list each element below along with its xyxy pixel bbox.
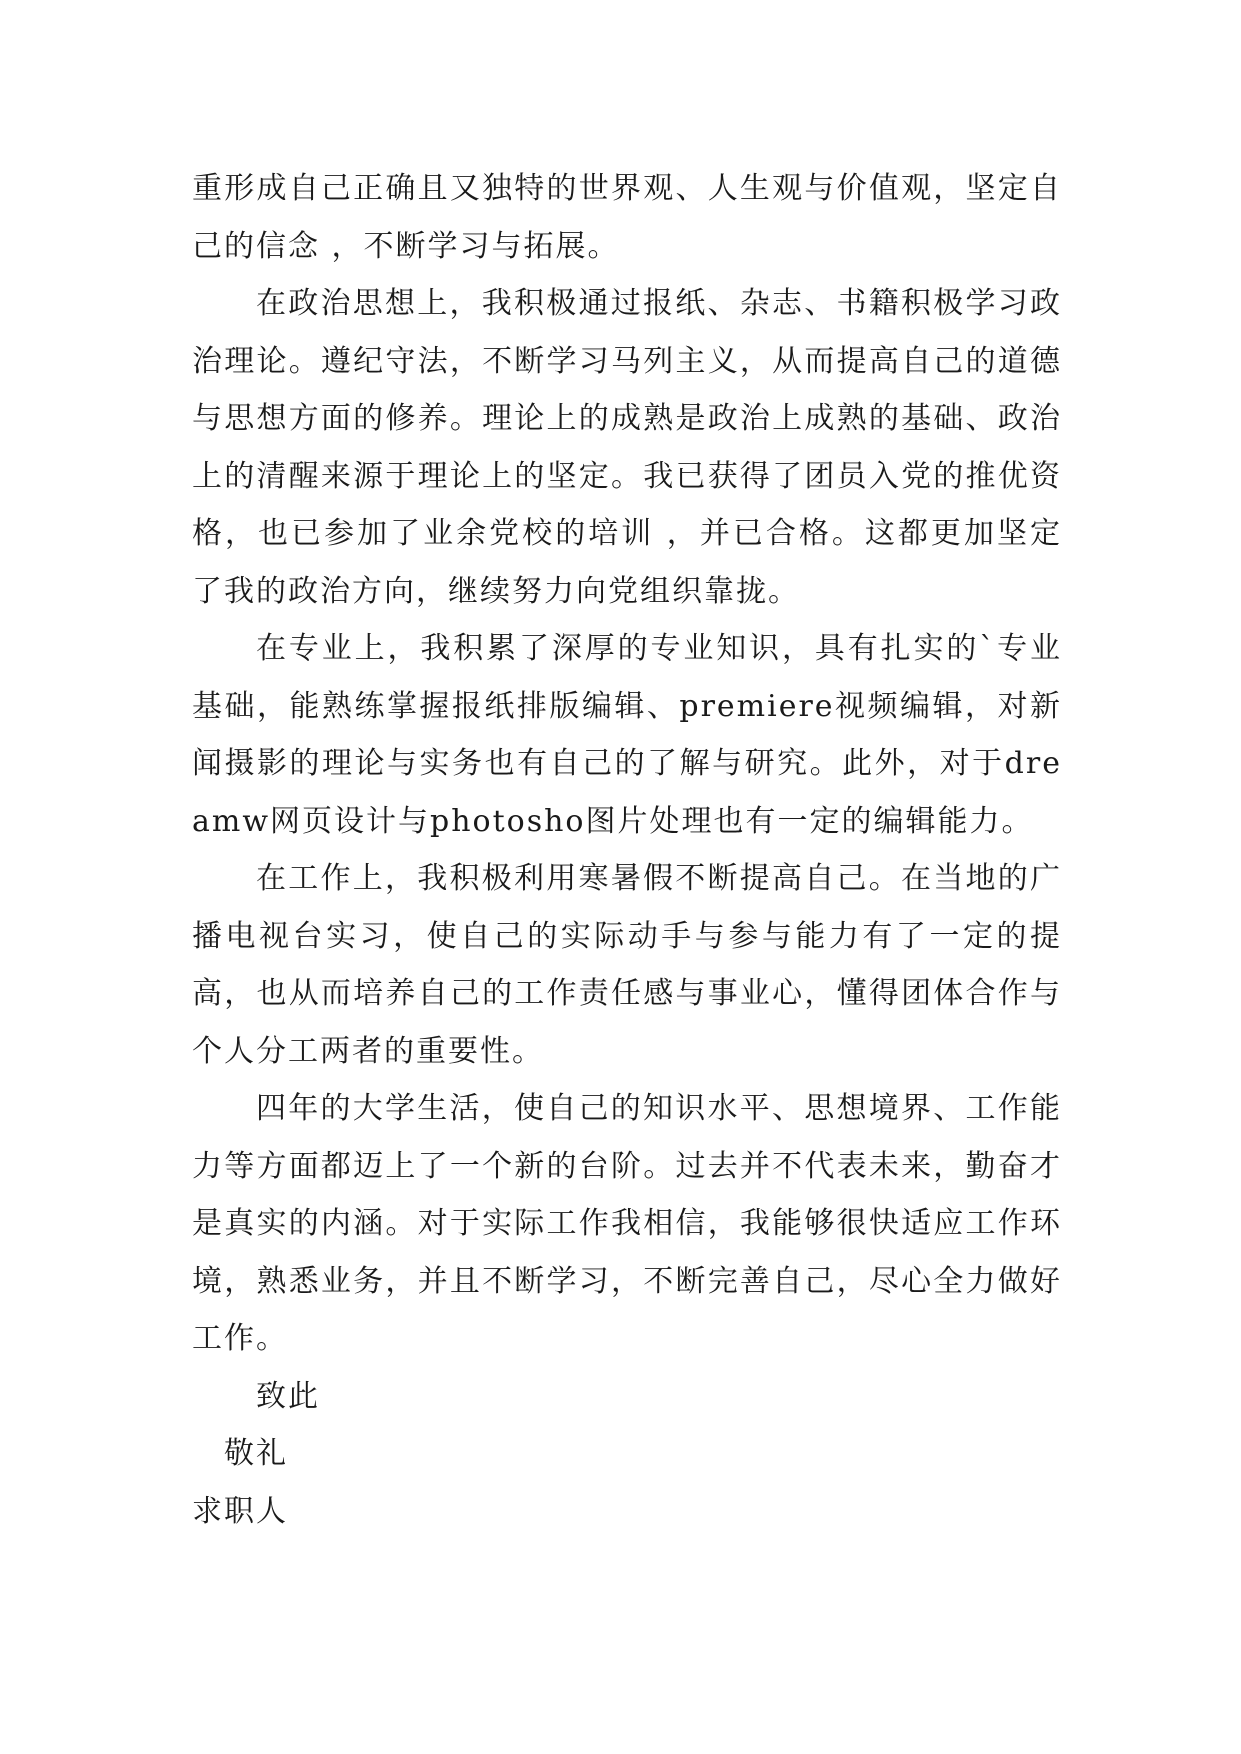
letter-body — [192, 160, 1062, 1540]
paragraph-work: 在工作上，我积极利用寒暑假不断提高自己。在当地的广播电视台实习，使自己的实际动手与参与能力有了一定的提高，也从而培养自己的工作责任感与事业心，懂得团体合作与个人分工两者的重要性。 — [192, 861, 1062, 1069]
paragraph-continuation: 重形成自己正确且又独特的世界观、人生观与价值观，坚定自己的信念 ，不断学习与拓展。 — [192, 171, 1062, 264]
closing-greeting: 致此 — [256, 1378, 320, 1414]
closing-salute: 敬礼 — [224, 1436, 288, 1471]
signature: 求职人 — [192, 1493, 288, 1529]
paragraph-political: 在政治思想上，我积极通过报纸、杂志、书籍积极学习政治理论。遵纪守法，不断学习马列主义，从而提高自己的道德与思想方面的修养。理论上的成熟是政治上成熟的基础、政治上的清醒来源于理论上的坚定。我已获得了团员入党的推优资格，也已参加了业余党校的培训 ，并已合格。这都更加坚定了我的政治方向，继续努力向党组织靠拢。 — [192, 286, 1062, 609]
paragraph-summary: 四年的大学生活，使自己的知识水平、思想境界、工作能力等方面都迈上了一个新的台阶。过去并不代表未来，勤奋才是真实的内涵。对于实际工作我相信，我能够很快适应工作环境，熟悉业务，并且不断学习，不断完善自己，尽心全力做好工作。 — [192, 1091, 1062, 1356]
paragraph-professional: 在专业上，我积累了深厚的专业知识，具有扎实的`专业基础，能熟练掌握报纸排版编辑、premiere视频编辑，对新闻摄影的理论与实务也有自己的了解与研究。此外，对于dreamw网页设计与photosho图片处理也有一定的编辑能力。 — [192, 631, 1062, 839]
